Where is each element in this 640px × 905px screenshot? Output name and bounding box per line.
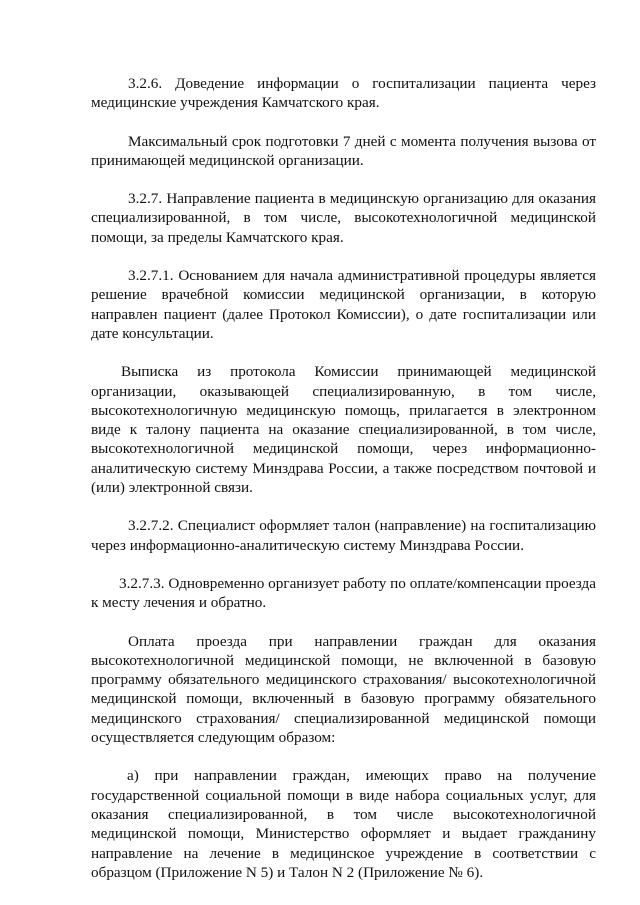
paragraph-3-2-7-1: 3.2.7.1. Основанием для начала административной процедуры является решение врачебной комиссии медицинской организации, в которую направлен пациент (далее Протокол Комиссии), о дате госпитализации или дате консультации.	[91, 267, 596, 342]
paragraph-3-2-7-2: 3.2.7.2. Специалист оформляет талон (направление) на госпитализацию через информационно-аналитическую систему Минздрава России.	[91, 517, 596, 554]
paragraph-gap	[91, 613, 596, 632]
paragraph-item-a: а) при направлении граждан, имеющих право на получение государственной социальной помощи в виде набора социальных услуг, для оказания специализированной, в том числе высокотехнологичной медицинской помощи, Министерство оформляет и выдает гражданину направление на лечение в медицинское учреждение в соответствии с образцом (Приложение N 5) и Талон N 2 (Приложение № 6).	[91, 767, 596, 881]
paragraph-max-term: Максимальный срок подготовки 7 дней с момента получения вызова от принимающей медицинской организации.	[91, 132, 596, 169]
paragraph-3-2-7-3: 3.2.7.3. Одновременно организует работу по оплате/компенсации проезда к месту лечения и обратно.	[91, 574, 596, 612]
paragraph-gap	[91, 555, 596, 574]
paragraph-gap	[91, 747, 596, 766]
paragraph-extract: Выписка из протокола Комиссии принимающей медицинской организации, оказывающей специализированную, в том числе, высокотехнологичную медицинскую помощь, прилагается в электронном виде к талону пациента на оказание специализированной, в том числе, высокотехнологичной медицинской помощи, через информационно-аналитическую систему Минздрава России, а также посредством почтовой и (или) электронной связи.	[91, 363, 596, 497]
document-page	[91, 74, 596, 882]
paragraph-gap	[91, 170, 596, 189]
paragraph-gap	[91, 497, 596, 516]
paragraph-3-2-7: 3.2.7. Направление пациента в медицинскую организацию для оказания специализированной, в том числе, высокотехнологичной медицинской помощи, за пределы Камчатского края.	[91, 190, 596, 246]
paragraph-gap	[91, 113, 596, 132]
paragraph-gap	[91, 343, 596, 362]
paragraph-gap	[91, 247, 596, 266]
paragraph-payment: Оплата проезда при направлении граждан для оказания высокотехнологичной медицинской помощи, не включенной в базовую программу обязательного медицинского страхования/ высокотехнологичной медицинской помощи, включенный в базовую программу обязательного медицинского страхования/ специализированной медицинской помощи осуществляется следующим образом:	[91, 632, 596, 747]
paragraph-3-2-6: 3.2.6. Доведение информации о госпитализации пациента через медицинские учреждения Камчатского края.	[91, 75, 596, 112]
